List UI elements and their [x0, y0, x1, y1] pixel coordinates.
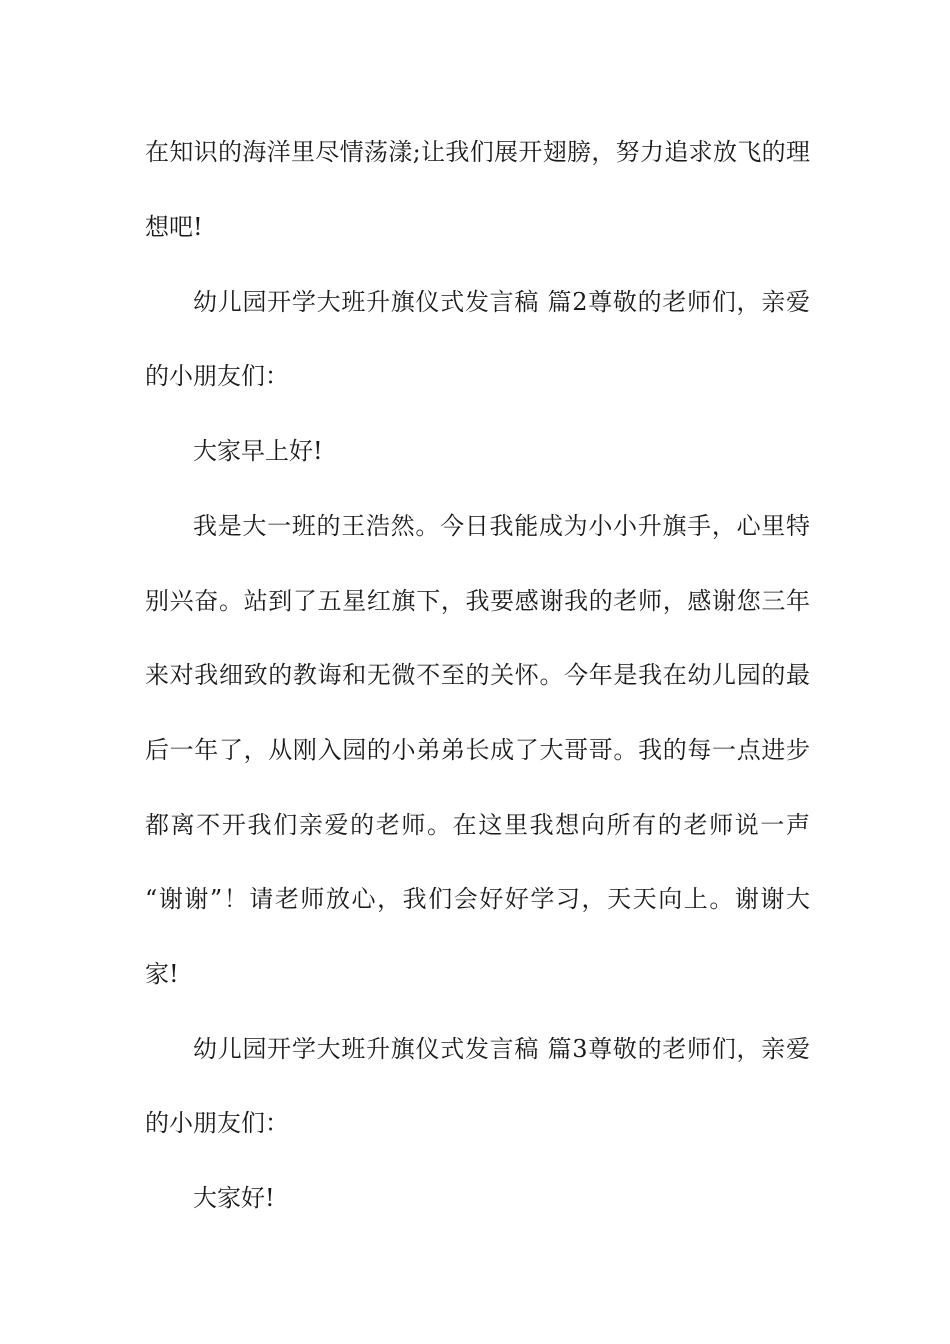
text-line: 别兴奋。站到了五星红旗下，我要感谢我的老师，感谢您三年 — [145, 587, 810, 615]
greeting-line: 大家好! — [193, 1184, 275, 1212]
text-line: 的小朋友们： — [145, 362, 289, 390]
text-line: 都离不开我们亲爱的老师。在这里我想向所有的老师说一声 — [145, 811, 810, 839]
text-line: “谢谢”！请老师放心，我们会好好学习，天天向上。谢谢大 — [145, 885, 810, 913]
text-line: 后一年了，从刚入园的小弟弟长成了大哥哥。我的每一点进步 — [145, 736, 810, 764]
paragraph-heading-line: 幼儿园开学大班升旗仪式发言稿 篇2尊敬的老师们，亲爱 — [193, 288, 810, 316]
greeting-line: 大家早上好! — [193, 437, 323, 465]
text-line: 想吧! — [145, 213, 203, 241]
paragraph-heading-line: 幼儿园开学大班升旗仪式发言稿 篇3尊敬的老师们，亲爱 — [193, 1035, 810, 1063]
text-line: 来对我细致的教诲和无微不至的关怀。今年是我在幼儿园的最 — [145, 661, 810, 689]
text-line: 家! — [145, 960, 179, 988]
text-line: 的小朋友们： — [145, 1109, 289, 1137]
text-line: 我是大一班的王浩然。今日我能成为小小升旗手，心里特 — [193, 512, 810, 540]
text-line: 在知识的海洋里尽情荡漾;让我们展开翅膀，努力追求放飞的理 — [145, 138, 810, 166]
